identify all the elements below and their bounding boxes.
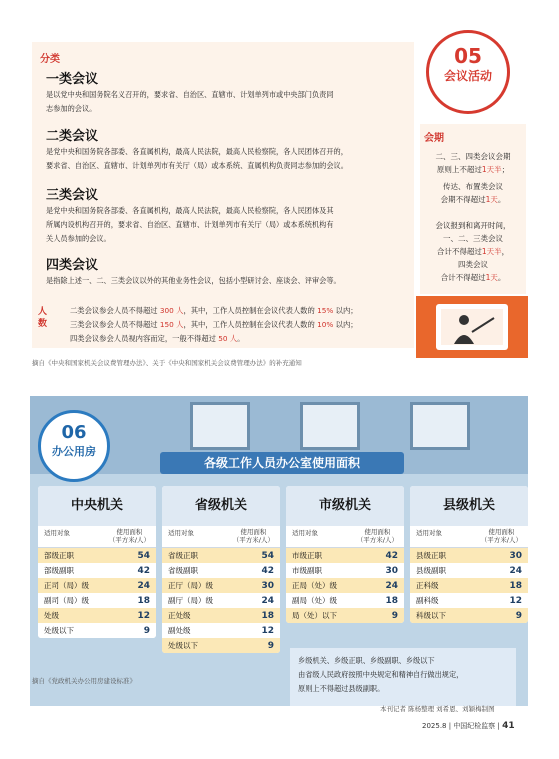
- table-row: 省级副职 42: [162, 563, 280, 578]
- period-line: 合计不得超过1天半，: [436, 247, 510, 256]
- card-title: 市级机关: [286, 486, 404, 526]
- section-badge-06: [38, 410, 110, 482]
- table-row: 局（处）以下 9: [286, 608, 404, 623]
- table-row: 正司（局）级 24: [38, 578, 156, 593]
- column-header: 适用对象 使用面积 （平方米/人）: [38, 526, 156, 548]
- column-header: 适用对象 使用面积 （平方米/人）: [162, 526, 280, 548]
- category-desc: [46, 145, 408, 173]
- office-card-municipal: [286, 486, 404, 623]
- note-line: 乡级机关、乡级正职、乡级副职、乡级以下: [298, 656, 435, 665]
- desc-line: 关人员参加的会议。: [46, 234, 111, 243]
- source-note: 摘自《党政机关办公用房建设标准》: [32, 677, 136, 685]
- table-row: 副司（局）级 18: [38, 593, 156, 608]
- table-banner: 各级工作人员办公室使用面积: [160, 452, 404, 474]
- table-row: 科级以下 9: [410, 608, 528, 623]
- table-row: 处级以下 9: [38, 623, 156, 638]
- category-desc: [46, 88, 408, 116]
- table-row: 市级正职 42: [286, 548, 404, 563]
- office-card-provincial: [162, 486, 280, 653]
- table-row: 正局（处）级 24: [286, 578, 404, 593]
- card-title: 县级机关: [410, 486, 528, 526]
- section-badge-05: [426, 30, 510, 114]
- period-line: 会议报到和离开时间，: [435, 221, 511, 230]
- card-title: 中央机关: [38, 486, 156, 526]
- table-row: 副局（处）级 18: [286, 593, 404, 608]
- people-line: 二类会议参会人员不得超过 300 人，其中，工作人员控制在会议代表人数的 15% 以内；: [70, 306, 358, 315]
- people-line: 三类会议参会人员不得超过 150 人，其中，工作人员控制在会议代表人数的 10% 以内；: [70, 320, 358, 329]
- category-title: 二类会议: [46, 129, 99, 144]
- office-card-county: [410, 486, 528, 623]
- period-line: 二、三、四类会议会期: [435, 152, 511, 161]
- badge-number: 05: [454, 44, 482, 68]
- source-note: 摘自《中央和国家机关会议费管理办法》、关于《中央和国家机关会议费管理办法》的补充通知: [32, 359, 302, 367]
- table-row: 县级正职 30: [410, 548, 528, 563]
- period-line: 一、二、三类会议: [443, 234, 503, 243]
- period-line: 会期不得超过1天。: [440, 195, 506, 204]
- desc-line: 所属内设机构召开的，要求省、自治区、直辖市、计划单列市有关厅（局）或本系统机构有: [46, 220, 334, 229]
- table-row: 副处级 12: [162, 623, 280, 638]
- window-illustration: [300, 402, 360, 450]
- table-row: 部级副职 42: [38, 563, 156, 578]
- desc-line: 志参加的会议。: [46, 104, 97, 113]
- window-illustration: [410, 402, 470, 450]
- table-row: 市级副职 30: [286, 563, 404, 578]
- table-row: 正科级 18: [410, 578, 528, 593]
- period-label: 会期: [424, 133, 444, 144]
- table-row: 处级 12: [38, 608, 156, 623]
- category-desc: [46, 274, 408, 288]
- table-row: 处级以下 9: [162, 638, 280, 653]
- table-row: 部级正职 54: [38, 548, 156, 563]
- note-line: 原则上不得超过县级副职。: [298, 684, 385, 693]
- desc-line: 是党中央和国务院各部委、各直属机构，最高人民法院，最高人民检察院，各人民团体召开的，: [46, 147, 348, 156]
- category-title: 三类会议: [46, 188, 99, 203]
- badge-title: 会议活动: [443, 69, 492, 83]
- desc-line: 要求省、自治区、直辖市、计划单列市有关厅（局）或本系统、直属机构负责同志参加的会议。: [46, 161, 348, 170]
- presenter-icon: [416, 296, 528, 358]
- table-row: 省级正职 54: [162, 548, 280, 563]
- badge-title: 办公用房: [52, 445, 96, 458]
- note-line: 由省级人民政府按照中央规定和精神自行做出规定，: [298, 670, 464, 679]
- column-header: 适用对象 使用面积 （平方米/人）: [410, 526, 528, 548]
- period-line: 合计不得超过1天。: [440, 273, 506, 282]
- window-illustration: [190, 402, 250, 450]
- credit-line: 本刊记者 陈杨整理 刘希恩、刘颖梅制图: [380, 705, 495, 713]
- office-card-central: [38, 486, 156, 638]
- period-line: 原则上不超过1天半；: [436, 165, 510, 174]
- desc-line: 是指除上述一、二、三类会议以外的其他业务性会议，包括小型研讨会、座谈会、评审会等。: [46, 276, 341, 285]
- table-row: 正处级 18: [162, 608, 280, 623]
- people-label: 人数: [38, 307, 48, 329]
- presenter-illustration: [416, 296, 528, 358]
- table-row: 副厅（局）级 24: [162, 593, 280, 608]
- people-line: 四类会议参会人员视内容而定，一般不得超过 50 人。: [70, 334, 245, 343]
- table-row: 副科级 12: [410, 593, 528, 608]
- category-title: 四类会议: [46, 258, 99, 273]
- table-row: 县级副职 24: [410, 563, 528, 578]
- table-row: 正厅（局）级 30: [162, 578, 280, 593]
- badge-number: 06: [61, 422, 87, 443]
- desc-line: 是党中央和国务院各部委、各直属机构，最高人民法院，最高人民检察院，各人民团体及其: [46, 206, 334, 215]
- column-header: 适用对象 使用面积 （平方米/人）: [286, 526, 404, 548]
- card-title: 省级机关: [162, 486, 280, 526]
- issue-date: 2025.8: [422, 722, 447, 730]
- categories-label: 分类: [40, 54, 60, 65]
- page-footer: 2025.8 | 中国纪检监察 | 41: [422, 721, 515, 731]
- desc-line: 是以党中央和国务院名义召开的，要求省、自治区、直辖市、计划单列市或中央部门负责同: [46, 90, 334, 99]
- category-title: 一类会议: [46, 72, 99, 87]
- period-line: 传达、布置类会议: [443, 182, 503, 191]
- magazine-name: 中国纪检监察: [453, 722, 496, 730]
- page-number: 41: [502, 721, 515, 731]
- category-desc: [46, 204, 408, 246]
- period-line: 四类会议: [458, 260, 488, 269]
